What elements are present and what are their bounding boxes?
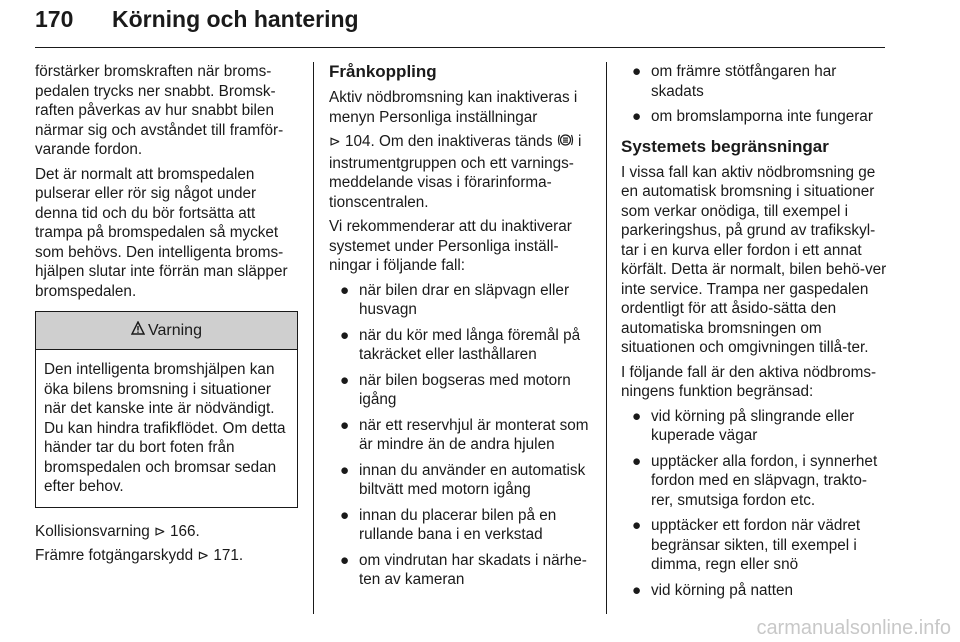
list-item: ● innan du använder en automatisk biltvätt med motorn igång bbox=[340, 461, 586, 498]
list-item: ● upptäcker ett fordon när vädret begränsar sikten, till exempel i dimma, regn eller snö bbox=[632, 517, 861, 573]
ref-arrow-icon: ⊳ bbox=[154, 522, 166, 539]
bullet-list bbox=[621, 62, 889, 127]
column-2 bbox=[329, 62, 593, 596]
watermark: carmanualsonline.info bbox=[756, 617, 951, 639]
paragraph: I följande fall är den aktiva nödbroms-ningens funktion begränsad: bbox=[621, 363, 877, 400]
warning-header bbox=[36, 312, 297, 350]
paragraph: förstärker bromskraften när broms-pedalen trycks ner snabbt. Bromsk-raften påverkas av hur snabbt bilen närmar sig och avståndet till framför-varande fordon. bbox=[35, 63, 284, 158]
list-item: ● när bilen bogseras med motorn igång bbox=[340, 371, 571, 408]
list-item: ● när ett reservhjul är monterat som är mindre än de andra hjulen bbox=[340, 416, 589, 453]
column-divider bbox=[313, 62, 314, 614]
list-item: ● när du kör med långa föremål på takräcket eller lasthållaren bbox=[340, 326, 581, 363]
list-item: ● vid körning på natten bbox=[632, 581, 794, 599]
list-item: ● när bilen drar en släpvagn eller husvagn bbox=[340, 281, 570, 318]
list-item: ● om främre stötfångaren har skadats bbox=[632, 63, 837, 100]
collision-indicator-icon bbox=[557, 132, 574, 154]
section-heading: Systemets begränsningar bbox=[621, 136, 829, 156]
paragraph: I vissa fall kan aktiv nödbromsning ge en automatisk bromsning i situationer som verkar onödiga, till exempel i parkeringshus, på grund av trafikskyl-tar i en kurva eller fordon i ett annat körfält. Detta är normalt, bilen behö-ver inte service. Trampa ner gaspedalen ordentligt för att åsido-sätta den automatiska bromsningen om situationen och omgivningen tillå-ter. bbox=[621, 163, 887, 356]
bullet-list bbox=[329, 281, 593, 590]
column-3 bbox=[621, 62, 889, 606]
paragraph: ⊳ 104. Om den inaktiveras tänds i instrumentgruppen och ett varnings-meddelande visas i förarinforma-tionscentralen. bbox=[329, 133, 582, 211]
warning-title: Varning bbox=[148, 321, 202, 339]
column-1 bbox=[35, 62, 298, 571]
cross-reference[interactable]: Främre fotgängarskydd ⊳ 171. bbox=[35, 547, 244, 564]
bullet-list bbox=[621, 407, 889, 601]
paragraph: Vi rekommenderar att du inaktiverar systemet under Personliga inställ-ningar i följande fall: bbox=[329, 218, 572, 274]
list-item: ● om bromslamporna inte fungerar bbox=[632, 108, 873, 125]
list-item: ● vid körning på slingrande eller kuperade vägar bbox=[632, 407, 855, 444]
page-number: 170 bbox=[35, 6, 74, 32]
warning-triangle-icon bbox=[131, 321, 145, 341]
ref-arrow-icon: ⊳ bbox=[197, 547, 210, 563]
list-item: ● upptäcker alla fordon, i synnerhet fordon med en släpvagn, trakto-rer, smutsiga fordon etc. bbox=[632, 452, 878, 509]
list-item: ● om vindrutan har skadats i närhe-ten av kameran bbox=[340, 551, 587, 588]
warning-text: Den intelligenta bromshjälpen kan öka bilens bromsning i situationer när det kanske inte är nödvändigt. Du kan hindra trafikflödet. Om detta händer tar du bort foten från bromspedalen och bromsar sedan efter behov. bbox=[44, 361, 286, 495]
ref-arrow-icon: ⊳ bbox=[329, 133, 341, 149]
page-header bbox=[35, 6, 885, 46]
header-rule bbox=[35, 47, 885, 48]
chapter-title: Körning och hantering bbox=[112, 6, 359, 32]
cross-reference[interactable]: Kollisionsvarning ⊳ 166. bbox=[35, 522, 200, 540]
section-heading: Frånkoppling bbox=[329, 62, 437, 81]
warning-box bbox=[35, 311, 298, 508]
paragraph: Det är normalt att bromspedalen pulserar eller rör sig något under denna tid och du bör fortsätta att trampa på bromspedalen så mycket som behövs. Den intelligenta broms-hjälpen slutar inte förrän man släpper bromspedalen. bbox=[35, 165, 288, 300]
paragraph: Aktiv nödbromsning kan inaktiveras i menyn Personliga inställningar bbox=[329, 89, 578, 126]
column-divider bbox=[606, 62, 607, 614]
list-item: ● innan du placerar bilen på en rullande bana i en verkstad bbox=[340, 506, 557, 543]
